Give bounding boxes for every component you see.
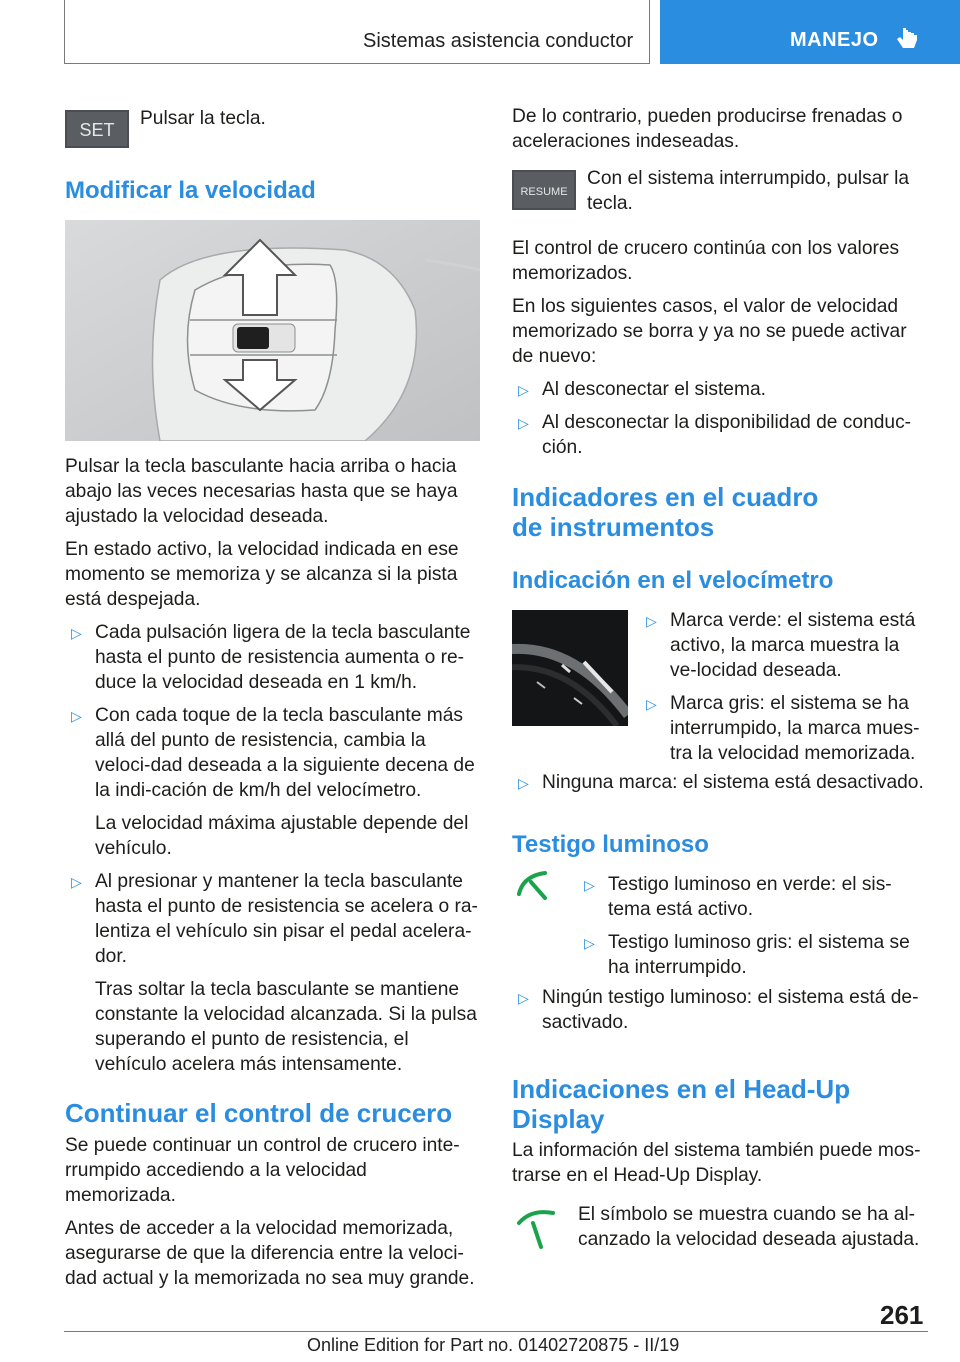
paragraph: Se puede continuar un control de crucero inte-rrumpido accediendo a la velocidad memorizada. (65, 1135, 460, 1206)
list-item-note: Tras soltar la tecla basculante se mantiene constante la velocidad alcanzada. Si la pulsa superando el punto de resistencia, el vehículo acelera más intensamente. (95, 979, 477, 1075)
heading-modify-speed: Modificar la velocidad (65, 177, 316, 204)
bullet-triangle-icon: ▷ (518, 775, 529, 791)
resume-key-label: RESUME (520, 186, 568, 198)
steering-rocker-image (65, 220, 480, 441)
speedo-list (640, 608, 930, 774)
hand-icon (895, 26, 921, 54)
list-item: ▷ Al desconectar el sistema. (512, 377, 927, 402)
set-key-label: SET (79, 120, 115, 140)
bullet-triangle-icon: ▷ (584, 877, 595, 893)
list-item: ▷ Al desconectar la disponibilidad de conduc-ción. (518, 412, 912, 458)
list-item: ▷ Al presionar y mantener la tecla basculante hasta el punto de resistencia se acelera o ra-lentiza el vehículo sin pisar el pedal acelera-dor. (71, 871, 478, 967)
list-item: ▷ Con cada toque de la tecla basculante más allá del punto de resistencia, cambia la veloci-dad deseada a la siguiente decena de la indi-cación de km/h del velocímetro. (71, 705, 475, 801)
heading-warning-lamp: Testigo luminoso (512, 831, 709, 858)
list-item: ▷ Marca gris: el sistema se ha interrumpido, la marca mues-tra la velocidad memorizada. (646, 693, 920, 764)
heading-continue-cruise: Continuar el control de crucero (65, 1098, 453, 1128)
left-column-body (65, 454, 480, 1085)
lamp-list-more (512, 985, 927, 1043)
speedometer-image (512, 610, 628, 726)
bullet-triangle-icon: ▷ (518, 415, 529, 431)
list-item: ▷ Ninguna marca: el sistema está desactivado. (512, 770, 927, 795)
paragraph: En los siguientes casos, el valor de velocidad memorizado se borra y ya no se puede activar de nuevo: (512, 296, 907, 367)
hud-speed-icon (515, 1205, 557, 1255)
speedo-list-more (512, 770, 927, 803)
heading-hud: Indicaciones en el Head-Up Display (512, 1074, 851, 1134)
paragraph: En estado activo, la velocidad indicada en ese momento se memoriza y se alcanza si la pista está despejada. (65, 539, 459, 610)
chapter-tab-label: MANEJO (790, 29, 879, 51)
right-column-body (512, 236, 927, 468)
list-item: ▷ Ningún testigo luminoso: el sistema está de-sactivado. (518, 987, 919, 1033)
paragraph: La información del sistema también puede mos-trarse en el Head-Up Display. (512, 1140, 921, 1186)
resume-instruction: Con el sistema interrumpido, pulsar la tecla. (587, 168, 910, 214)
cruise-lamp-icon (515, 868, 557, 910)
bullet-triangle-icon: ▷ (518, 382, 529, 398)
list-item-note: La velocidad máxima ajustable depende del vehículo. (95, 813, 469, 859)
list-item: ▷ Testigo luminoso gris: el sistema se ha interrumpido. (584, 932, 910, 978)
list-item: ▷ Testigo luminoso en verde: el sis-tema está activo. (584, 874, 892, 920)
set-key-image (65, 110, 129, 148)
left-column-continue (65, 1133, 480, 1299)
bullet-triangle-icon: ▷ (646, 613, 657, 629)
paragraph: De lo contrario, pueden producirse frenadas o aceleraciones indeseadas. (512, 106, 903, 152)
hud-symbol-text: El símbolo se muestra cuando se ha al-canzado la velocidad deseada ajustada. (578, 1204, 920, 1250)
footer-edition: Online Edition for Part no. 01402720875 - II/19 (307, 1335, 680, 1355)
section-title: Sistemas asistencia conductor (363, 30, 634, 52)
bullet-triangle-icon: ▷ (71, 874, 82, 890)
lamp-list (578, 872, 928, 988)
page-number: 261 (880, 1300, 924, 1330)
paragraph: Pulsar la tecla basculante hacia arriba o hacia abajo las veces necesarias hasta que se haya ajustado la velocidad deseada. (65, 456, 458, 527)
heading-indicators: Indicadores en el cuadro de instrumentos (512, 482, 819, 542)
bullet-triangle-icon: ▷ (71, 625, 82, 641)
set-instruction: Pulsar la tecla. (140, 108, 266, 129)
bullet-triangle-icon: ▷ (71, 708, 82, 724)
resume-key-image (512, 170, 576, 210)
paragraph: Antes de acceder a la velocidad memorizada, asegurarse de que la diferencia entre la veloci-dad actual y la memorizada no sea muy grande. (65, 1218, 475, 1289)
list-item: ▷ Marca verde: el sistema está activo, la marca muestra la ve-locidad deseada. (646, 610, 916, 681)
bullet-triangle-icon: ▷ (646, 696, 657, 712)
bullet-triangle-icon: ▷ (518, 990, 529, 1006)
list-item: ▷ Cada pulsación ligera de la tecla basculante hasta el punto de resistencia aumenta o re-duce la velocidad deseada en 1 km/h. (71, 622, 471, 693)
heading-speedometer: Indicación en el velocímetro (512, 567, 834, 594)
bullet-triangle-icon: ▷ (584, 935, 595, 951)
paragraph: El control de crucero continúa con los valores memorizados. (512, 238, 900, 284)
footer-divider (64, 1331, 928, 1332)
